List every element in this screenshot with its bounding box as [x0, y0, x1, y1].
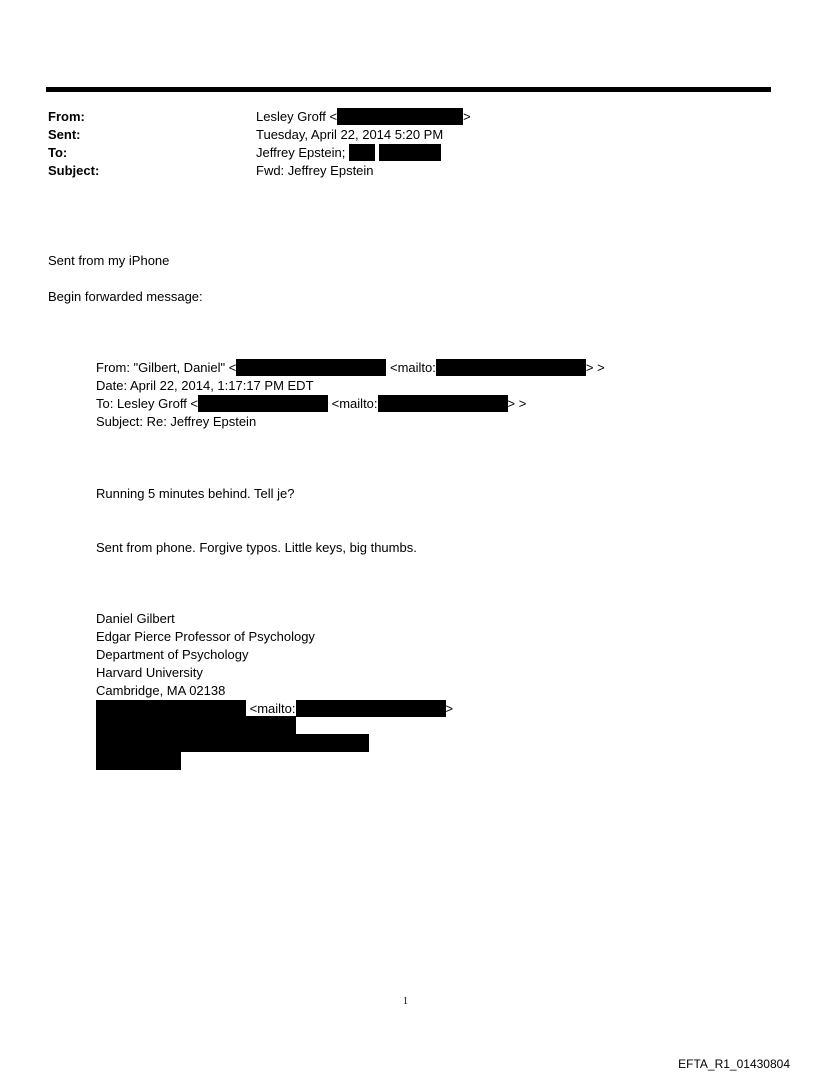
forwarded-to-text: To: Lesley Groff < [96, 396, 199, 411]
page-number: 1 [403, 996, 408, 1007]
redaction-box [96, 716, 296, 734]
phone-signature: Sent from phone. Forgive typos. Little keys, big thumbs. [96, 540, 417, 555]
forwarded-from-line [96, 359, 605, 377]
forwarded-message-text: Running 5 minutes behind. Tell je? [96, 486, 295, 501]
bates-number: EFTA_R1_01430804 [678, 1057, 790, 1071]
subject-label: Subject: [48, 163, 100, 178]
to-label: To: [48, 145, 68, 160]
forwarded-from-close: > > [585, 360, 605, 375]
redaction-box [198, 395, 328, 412]
redaction-box [337, 108, 463, 125]
from-label: From: [48, 109, 85, 124]
header-rule [46, 87, 771, 92]
sent-value: Tuesday, April 22, 2014 5:20 PM [256, 127, 444, 142]
redaction-box [378, 395, 508, 412]
redaction-box [236, 359, 386, 376]
signature-title: Edgar Pierce Professor of Psychology [96, 629, 315, 644]
from-value [256, 108, 471, 126]
forwarded-from-text: From: "Gilbert, Daniel" < [96, 360, 237, 375]
redaction-box [379, 144, 441, 161]
signature-name: Daniel Gilbert [96, 611, 175, 626]
redaction-box [436, 359, 586, 376]
forwarded-date-line: Date: April 22, 2014, 1:17:17 PM EDT [96, 378, 314, 393]
redaction-box [96, 752, 181, 770]
mailto-close: > [445, 701, 454, 716]
from-close: > [463, 109, 471, 124]
forwarded-to-close: > > [507, 396, 527, 411]
redaction-box [349, 144, 375, 161]
redaction-box [96, 700, 246, 717]
redaction-box [296, 700, 446, 717]
email-signature [96, 610, 453, 718]
sent-label: Sent: [48, 127, 81, 142]
to-value [256, 144, 441, 162]
mailto-text: <mailto: [331, 396, 378, 411]
signature-department: Department of Psychology [96, 647, 249, 662]
forwarded-to-line [96, 395, 605, 413]
signature-university: Harvard University [96, 665, 203, 680]
mailto-text: <mailto: [389, 360, 436, 375]
mailto-text: <mailto: [249, 701, 296, 716]
subject-value: Fwd: Jeffrey Epstein [256, 163, 374, 178]
begin-forwarded-message: Begin forwarded message: [48, 289, 203, 304]
sent-from-iphone: Sent from my iPhone [48, 253, 170, 268]
signature-address: Cambridge, MA 02138 [96, 683, 226, 698]
forwarded-header [96, 359, 605, 431]
from-name: Lesley Groff < [256, 109, 338, 124]
forwarded-subject-line: Subject: Re: Jeffrey Epstein [96, 414, 257, 429]
redaction-box [96, 734, 369, 752]
to-name: Jeffrey Epstein; [256, 145, 346, 160]
